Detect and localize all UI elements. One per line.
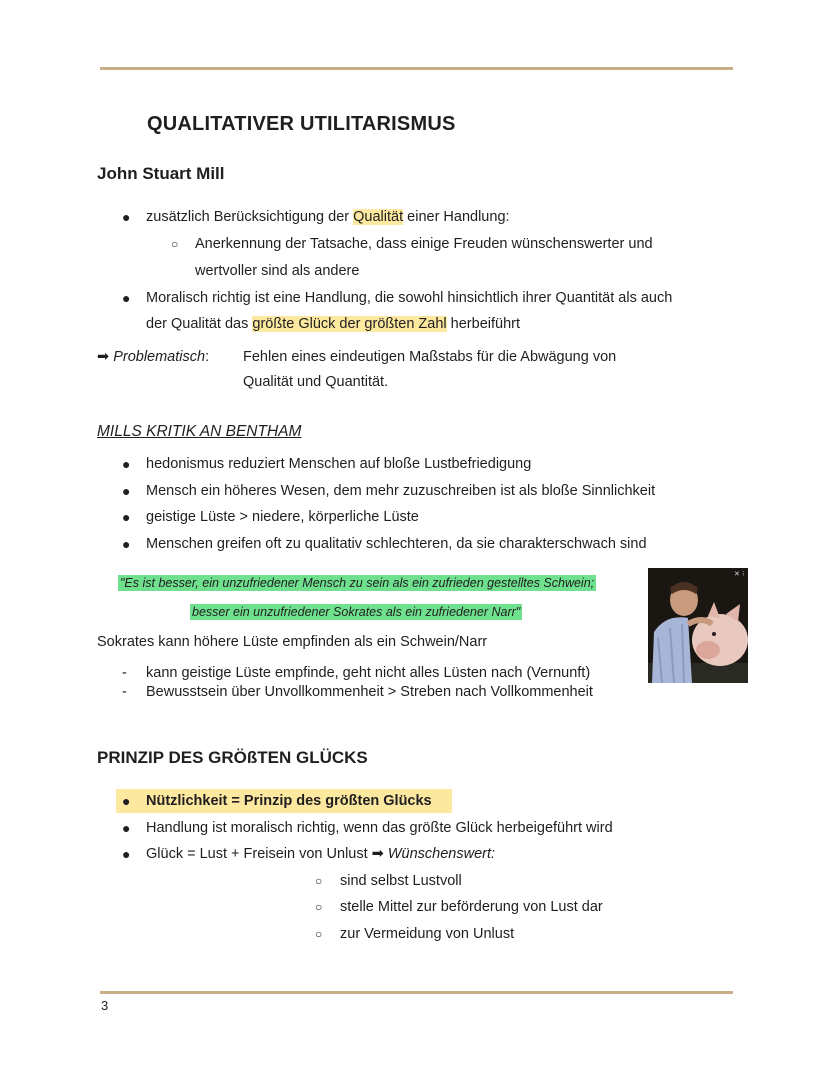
arrow-right-icon: ➡ <box>371 846 384 862</box>
highlight-qualitaet: Qualität <box>353 209 404 225</box>
section3-bullet3: Glück = Lust + Freisein von Unlust ➡ Wünschenswert: <box>146 846 496 862</box>
quote-line1: "Es ist besser, ein unzufriedener Mensch zu sein als ein zufrieden gestelltes Schwein; <box>120 576 595 590</box>
section3-bullet2: Handlung ist moralisch richtig, wenn das größte Glück herbeigeführt wird <box>146 820 613 836</box>
bullet-dot: ● <box>122 820 131 836</box>
circle-bullet: ○ <box>315 874 323 888</box>
circle-bullet: ○ <box>315 900 323 914</box>
section1-bullet1: zusätzlich Berücksichtigung der Qualität einer Handlung: <box>146 209 510 225</box>
problem-label: ➡ Problematisch: <box>97 349 210 365</box>
sokrates-line: Sokrates kann höhere Lüste empfinden als ein Schwein/Narr <box>97 634 488 650</box>
section3-bullet1: Nützlichkeit = Prinzip des größten Glücks <box>146 793 432 809</box>
section3-sub: stelle Mittel zur beförderung von Lust dar <box>340 899 603 915</box>
mill-with-pig-photo <box>648 568 748 683</box>
section2-heading: MILLS KRITIK AN BENTHAM <box>97 423 302 440</box>
bullet-dot: ● <box>122 536 131 552</box>
dash-bullet: - <box>122 684 127 700</box>
photo-illustration <box>648 568 748 683</box>
section1-sub1-line1: Anerkennung der Tatsache, dass einige Freuden wünschenswerter und <box>195 236 653 252</box>
section2-bullet: Mensch ein höheres Wesen, dem mehr zuzuschreiben ist als bloße Sinnlichkeit <box>146 483 656 499</box>
section1-bullet2-line2: der Qualität das größte Glück der größten Zahl herbeiführt <box>146 316 520 332</box>
problem-text-line1: Fehlen eines eindeutigen Maßstabs für die Abwägung von <box>243 349 617 365</box>
dash-item: Bewusstsein über Unvollkommenheit > Streben nach Vollkommenheit <box>146 684 593 700</box>
section3-heading: PRINZIP DES GRÖßTEN GLÜCKS <box>97 748 368 767</box>
quote-line2: besser ein unzufriedener Sokrates als ein zufriedener Narr" <box>192 605 521 619</box>
bullet-dot: ● <box>122 209 131 225</box>
section2-bullet: geistige Lüste > niedere, körperliche Lüste <box>146 509 419 525</box>
svg-text:✕ ⁝: ✕ ⁝ <box>734 570 745 578</box>
problem-text-line2: Qualität und Quantität. <box>243 374 389 390</box>
dash-item: kann geistige Lüste empfinde, geht nicht alles Lüsten nach (Vernunft) <box>146 665 591 681</box>
bullet-dot: ● <box>122 846 131 862</box>
section1-sub1-line2: wertvoller sind als andere <box>195 263 360 279</box>
section2-bullet: Menschen greifen oft zu qualitativ schlechteren, da sie charakterschwach sind <box>146 536 647 552</box>
page-title: QUALITATIVER UTILITARISMUS <box>147 113 456 135</box>
highlight-groesstes-glueck: größte Glück der größten Zahl <box>252 316 447 332</box>
circle-bullet: ○ <box>171 237 179 251</box>
author-heading: John Stuart Mill <box>97 164 225 183</box>
top-rule <box>100 67 733 70</box>
bullet-dot: ● <box>122 793 131 809</box>
page-number: 3 <box>101 998 109 1013</box>
bullet-dot: ● <box>122 509 131 525</box>
bullet-dot: ● <box>122 483 131 499</box>
section1-bullet2-line1: Moralisch richtig ist eine Handlung, die sowohl hinsichtlich ihrer Quantität als auch <box>146 290 673 306</box>
bullet-dot: ● <box>122 290 131 306</box>
section2-bullet: hedonismus reduziert Menschen auf bloße Lustbefriedigung <box>146 456 532 472</box>
dash-bullet: - <box>122 665 127 681</box>
section3-sub: sind selbst Lustvoll <box>340 873 462 889</box>
arrow-right-icon: ➡ <box>97 349 110 365</box>
bullet-dot: ● <box>122 456 131 472</box>
bottom-rule <box>100 991 733 994</box>
circle-bullet: ○ <box>315 927 323 941</box>
section3-sub: zur Vermeidung von Unlust <box>340 926 515 942</box>
